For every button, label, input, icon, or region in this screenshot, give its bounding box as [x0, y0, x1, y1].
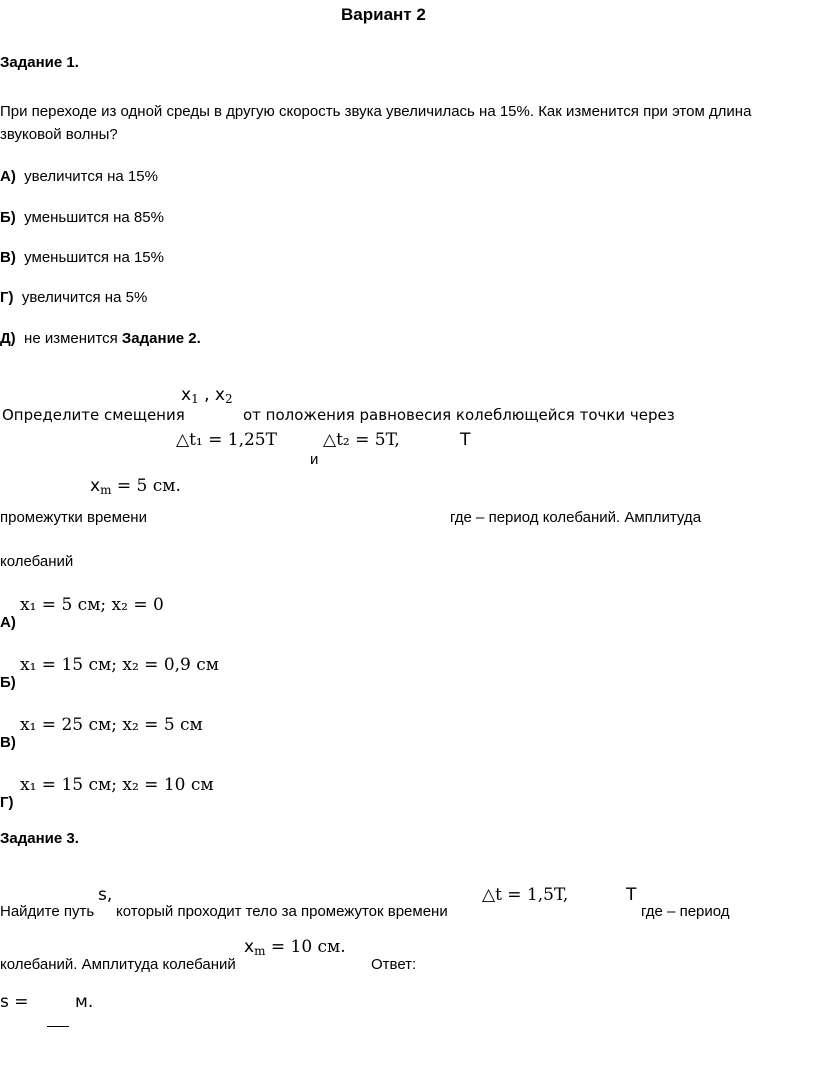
task2-amplitude-formula: $x_m = 5$ см.	[90, 476, 181, 497]
task3-period-text: где – период	[641, 903, 730, 920]
task2-text-before: Определите смещения	[2, 406, 185, 424]
task3-answer-label: Ответ:	[371, 956, 417, 973]
task2-dt2-formula: △t₂ = 5T,	[323, 430, 400, 450]
task2-option-b-formula: x₁ = 15 см; x₂ = 0,9 см	[20, 655, 220, 675]
task3-period-symbol: T	[626, 885, 637, 905]
task2-period-symbol: T	[460, 430, 471, 450]
task1-question-line2: звуковой волны?	[0, 126, 118, 143]
task2-option-c-letter: В)	[0, 734, 16, 751]
task3-amplitude-formula: $x_m = 10$ см.	[244, 937, 346, 958]
task2-option-b-letter: Б)	[0, 674, 16, 691]
task3-text-which: который проходит тело за промежуток времени	[116, 903, 448, 920]
task2-period-text: где – период колебаний. Амплитуда	[450, 509, 702, 526]
option-letter: Г)	[0, 289, 14, 306]
task3-amplitude-text: колебаний. Амплитуда колебаний	[0, 956, 236, 973]
option-letter: А)	[0, 168, 16, 185]
task2-dt1-formula: △t₁ = 1,25T	[176, 430, 277, 450]
task1-heading: Задание 1.	[0, 54, 79, 71]
option-letter: Б)	[0, 209, 16, 226]
task2-option-a-formula: x₁ = 5 см; x₂ = 0	[20, 595, 164, 615]
option-letter: В)	[0, 249, 16, 266]
task2-text-after: от положения равновесия колеблющейся точки через	[243, 406, 675, 424]
task1-option-b	[0, 209, 164, 227]
task2-intervals-label: промежутки времени	[0, 509, 147, 526]
task2-option-c-formula: x₁ = 25 см; x₂ = 5 см	[20, 715, 203, 735]
task2-and-word: и	[310, 451, 319, 468]
task2-amplitude-word: колебаний	[0, 553, 74, 570]
task2-option-a-letter: А)	[0, 614, 16, 631]
task1-option-d	[0, 289, 147, 307]
option-letter: Д)	[0, 330, 16, 347]
option-text: не изменится	[24, 330, 118, 347]
task3-answer-formula: s =	[0, 992, 29, 1012]
task1-option-c	[0, 249, 164, 267]
task2-formula-x1x2: $x_1$ , $x_2$	[181, 385, 233, 406]
task2-option-d-formula: x₁ = 15 см; x₂ = 10 см	[20, 775, 214, 795]
task1-option-a	[0, 168, 158, 186]
page-title: Вариант 2	[341, 5, 426, 24]
task3-answer-blank	[47, 1026, 69, 1027]
task3-text-find: Найдите путь	[0, 903, 95, 920]
task3-s-symbol: s,	[98, 885, 113, 905]
option-text: уменьшится на 15%	[24, 249, 164, 266]
task2-option-d-letter: Г)	[0, 794, 14, 811]
option-text: увеличится на 5%	[21, 289, 148, 306]
task2-heading: Задание 2.	[121, 330, 201, 347]
task1-question-line1: При переходе из одной среды в другую скорость звука увеличилась на 15%. Как изменится при этом длина	[0, 103, 752, 120]
task1-option-e	[0, 330, 201, 348]
task3-heading: Задание 3.	[0, 830, 79, 847]
task3-dt-formula: △t = 1,5T,	[482, 885, 569, 905]
option-text: увеличится на 15%	[24, 168, 158, 185]
option-text: уменьшится на 85%	[24, 209, 164, 226]
task3-answer-unit: м.	[75, 992, 94, 1012]
